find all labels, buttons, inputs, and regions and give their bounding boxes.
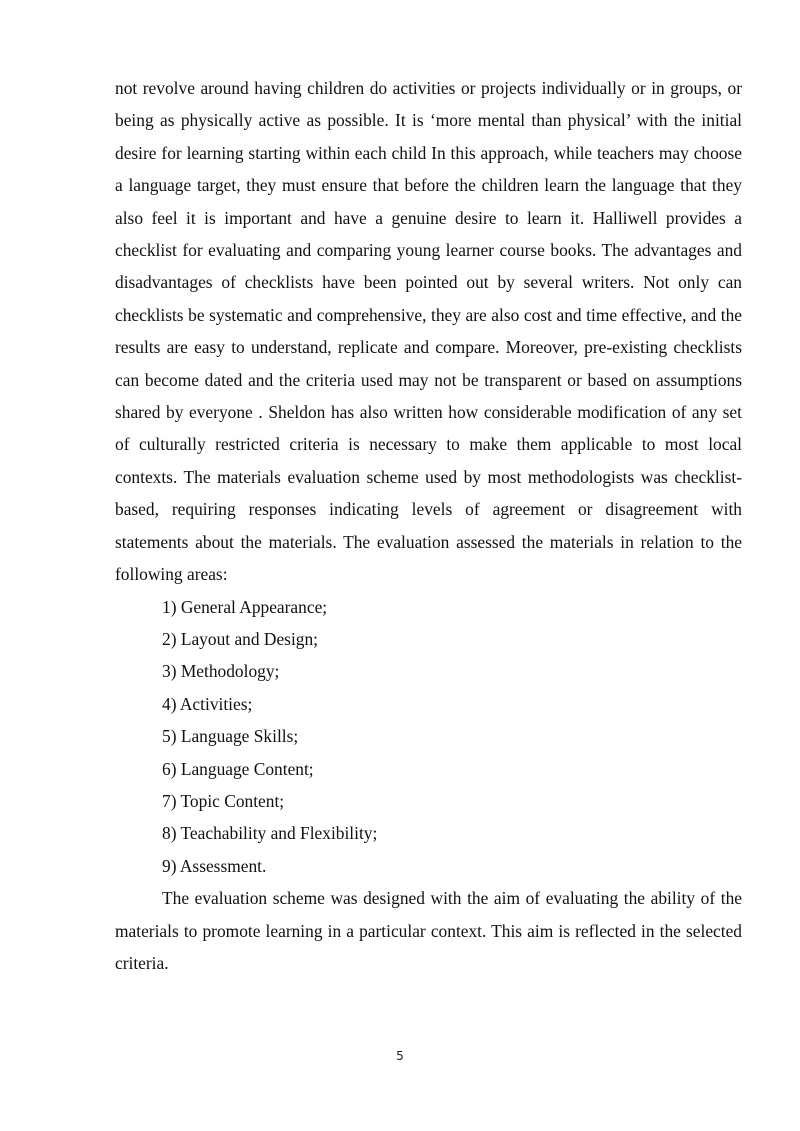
list-item: 5) Language Skills; (162, 726, 299, 747)
list-item: 7) Topic Content; (162, 790, 285, 811)
list-item: 3) Methodology; (162, 661, 280, 682)
list-item: 9) Assessment. (162, 855, 267, 876)
list-item: 6) Language Content; (162, 758, 314, 779)
evaluation-criteria-list (115, 591, 742, 883)
list-item: 8) Teachability and Flexibility; (162, 823, 378, 844)
paragraph-checklists: not revolve around having children do activities or projects individually or in groups, or being as physically active as possible. It is ‘more mental than physical’ with the initial desire for learning starting within each child In this approach, while teachers may choose a language target, they must ensure that before the children learn the language that they also feel it is important and have a genuine desire to learn it. Halliwell provides a checklist for evaluating and comparing young learner course books. The advantages and disadvantages of checklists have been pointed out by several writers. Not only can checklists be systematic and comprehensive, they are also cost and time effective, and the results are easy to understand, replicate and compare. Moreover, pre-existing checklists can become dated and the criteria used may not be transparent or based on assumptions shared by everyone . Sheldon has also written how considerable modification of any set of culturally restricted criteria is necessary to make them applicable to most local contexts. The materials evaluation scheme used by most methodologists was checklist-based, requiring responses indicating levels of agreement or disagreement with statements about the materials. The evaluation assessed the materials in relation to the following areas: (115, 78, 742, 585)
list-item: 1) General Appearance; (162, 596, 328, 617)
page-number: 5 (396, 1049, 404, 1063)
list-item: 4) Activities; (162, 693, 253, 714)
paragraph-evaluation-scheme: The evaluation scheme was designed with the aim of evaluating the ability of the materials to promote learning in a particular context. This aim is reflected in the selected criteria. (115, 888, 742, 973)
body-text (115, 72, 742, 979)
list-item: 2) Layout and Design; (162, 628, 318, 649)
